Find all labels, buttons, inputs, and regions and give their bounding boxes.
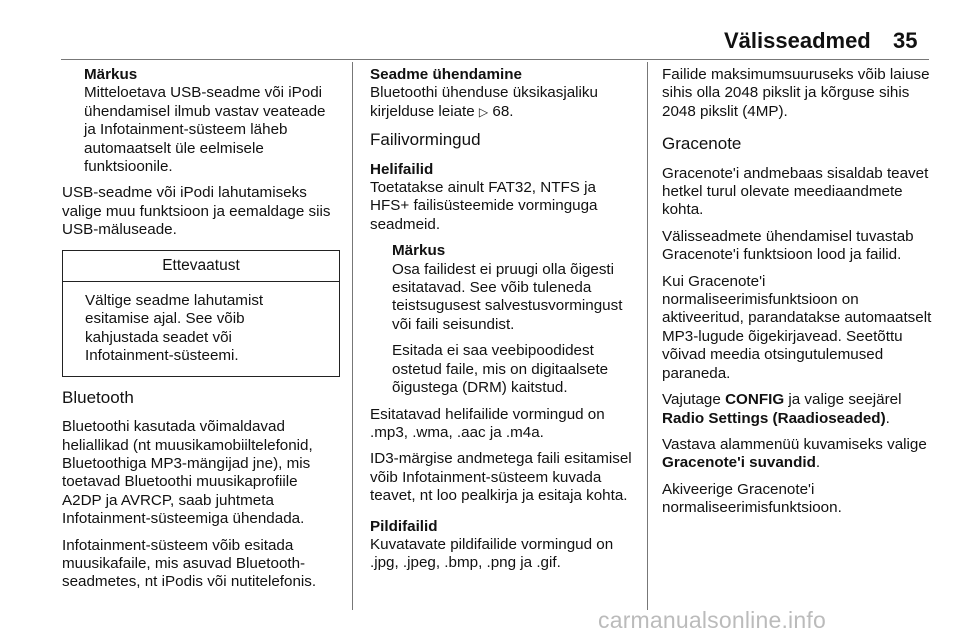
paragraph: Gracenote'i andmebaas sisaldab teavet hetkel turul olevate meediaandmete kohta.	[662, 164, 929, 219]
section-heading-bluetooth: Bluetooth	[62, 387, 134, 407]
header-divider	[61, 59, 929, 60]
column-3	[662, 66, 934, 526]
note-text: Esitada ei saa veebipoodidest ostetud faile, mis on digitaalsete õigustega (DRM) kaitstud.	[392, 342, 609, 397]
paragraph: Esitatavad helifailide vormingud on .mp3, .wma, .aac ja .m4a.	[370, 405, 605, 441]
paragraph: ID3-märgise andmetega faili esitamisel võib Infotainment-süsteem kuvada teavet, nt loo pealkirja ja esitaja kohta.	[370, 450, 632, 505]
paragraph	[370, 84, 634, 121]
section-heading-file-formats: Failivormingud	[370, 130, 481, 150]
paragraph: Kui Gracenote'i normaliseerimisfunktsioon on aktiveeritud, parandatakse automaatselt MP3-lugude õigekirjavead. Seetõttu võivad meedia otsingutulemused paraneda.	[662, 272, 932, 382]
instruction-text: ja valige seejärel	[788, 391, 902, 409]
config-button-label: CONFIG	[725, 391, 785, 409]
note-block	[370, 242, 634, 397]
punctuation: .	[885, 409, 890, 427]
gracenote-options-label: Gracenote'i suvandid	[662, 454, 816, 472]
punctuation: .	[815, 454, 821, 472]
note-block	[62, 66, 340, 176]
note-text: Osa failidest ei pruugi olla õigesti esitatavad. See võib tuleneda teistsugusest salvestusvormingust või faili seisundist.	[392, 260, 623, 333]
caution-box	[62, 250, 340, 377]
page-number: 35	[893, 28, 918, 53]
section-heading-gracenote: Gracenote	[662, 134, 742, 154]
paragraph: Välisseadmete ühendamisel tuvastab Gracenote'i funktsioon lood ja failid.	[662, 227, 914, 264]
column-divider-1	[352, 62, 353, 610]
paragraph: USB-seadme või iPodi lahutamiseks valige muu funktsioon ja eemaldage siis USB-mäluseade.	[62, 184, 331, 239]
note-text: Mitteloetava USB-seadme või iPodi ühendamisel ilmub vastav veateade ja Infotainment-süsteem läheb automaatselt üle eelmisele funktsioonile.	[84, 84, 326, 176]
paragraph	[662, 391, 934, 428]
page-reference-arrow-icon: ▷	[478, 104, 489, 119]
note-title: Märkus	[392, 242, 446, 260]
connection-text: Bluetoothi ühenduse üksikasjaliku kirjelduse leiate	[370, 84, 598, 120]
column-2	[370, 66, 634, 581]
page-header-title: Välisseadmed	[724, 28, 871, 53]
watermark: carmanualsonline.info	[598, 607, 826, 633]
instruction-text: Vastava alammenüü kuvamiseks valige	[662, 435, 927, 453]
connection-page-ref[interactable]: 68.	[492, 102, 514, 120]
caution-title: Ettevaatust	[63, 251, 339, 282]
paragraph: Kuvatavate pildifailide vormingud on .jpg, .jpeg, .bmp, .png ja .gif.	[370, 535, 614, 572]
subheading-device-connection: Seadme ühendamine	[370, 66, 522, 83]
instruction-text: Vajutage	[662, 391, 721, 409]
note-title: Märkus	[84, 66, 138, 83]
column-1	[62, 66, 340, 600]
paragraph: Akiveerige Gracenote'i normaliseerimisfunktsioon.	[662, 480, 842, 517]
paragraph: Toetatakse ainult FAT32, NTFS ja HFS+ failisüsteemide vorminguga seadmeid.	[370, 179, 598, 233]
paragraph: Bluetoothi kasutada võimaldavad heliallikad (nt muusikamobiiltelefonid, Bluetoothiga MP3-mängijad jne), mis toetavad Bluetoothi muusikaprofiile A2DP ja AVRCP, saab juhtmeta Infotainment-süsteemiga ühendada.	[62, 418, 313, 528]
paragraph	[662, 436, 934, 473]
radio-settings-label: Radio Settings (Raadioseaded)	[662, 409, 886, 427]
subheading-audio-files: Helifailid	[370, 160, 434, 178]
caution-text: Vältige seadme lahutamist esitamise ajal. See võib kahjustada seadet või Infotainment-süsteemi.	[85, 292, 264, 365]
paragraph: Infotainment-süsteem võib esitada muusikafaile, mis asuvad Bluetooth-seadmetes, nt iPodis või nutitelefonis.	[62, 536, 317, 591]
subheading-picture-files: Pildifailid	[370, 517, 438, 535]
paragraph: Failide maksimumsuuruseks võib laiuse sihis olla 2048 pikslit ja kõrguse sihis 2048 pikslit (4MP).	[662, 66, 930, 120]
column-divider-2	[647, 62, 648, 610]
